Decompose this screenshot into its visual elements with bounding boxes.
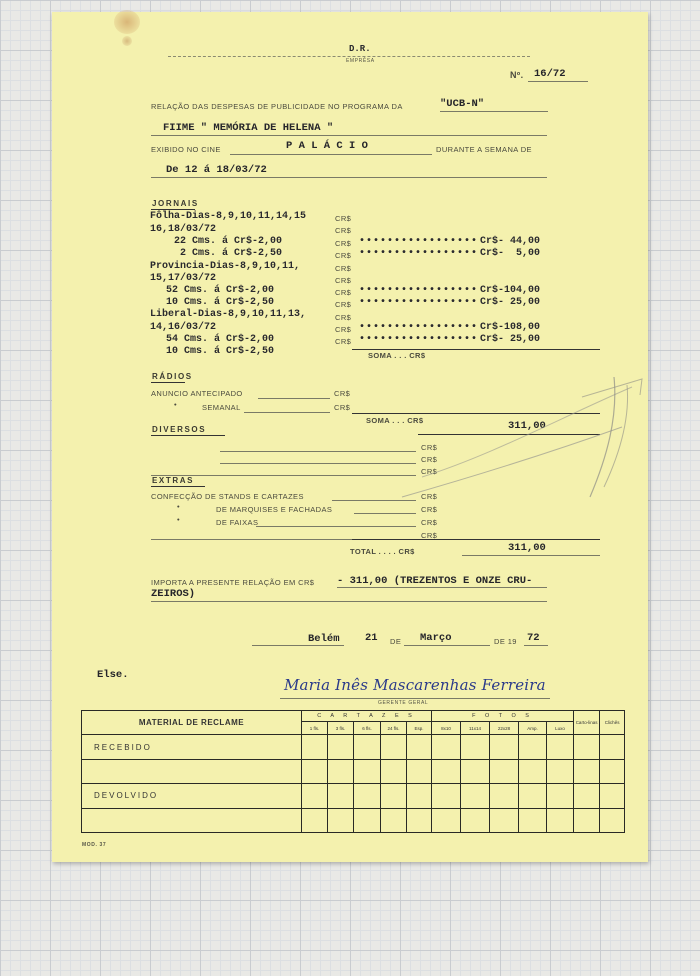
currency-label: CR$ (421, 467, 438, 476)
leader-dots: ••••••••••••••••• (359, 297, 479, 308)
number-rule (528, 81, 588, 82)
date-year: 72 (527, 632, 540, 644)
jornal-line: 16,18/03/72 (150, 224, 217, 235)
importa-value: - 311,00 (TREZENTOS E ONZE CRU- (337, 575, 533, 587)
typist-initials: Else. (97, 669, 129, 681)
paper-stain (114, 10, 140, 34)
table-row (82, 735, 625, 759)
row-label-devolvido: DEVOLVIDO (82, 784, 302, 808)
leader-dots: ••••••••••••••••• (359, 236, 479, 247)
model-code: MOD. 37 (82, 842, 107, 848)
fotos-col: 11x14 (461, 722, 490, 735)
currency-label: CR$ (421, 443, 438, 452)
jornais-total-rule (352, 349, 600, 350)
ditto-mark: • (177, 502, 181, 511)
cartazes-group: C A R T A Z E S (302, 711, 432, 722)
currency-label: CR$ (421, 455, 438, 464)
handwritten-signature: Maria Inês Mascarenhas Ferreira (284, 676, 546, 694)
fotos-col: 8x10 (432, 722, 461, 735)
diversos-heading: DIVERSOS (152, 425, 207, 434)
jornais-underline (151, 209, 195, 210)
currency-label: CR$ (335, 337, 352, 346)
document-number: 16/72 (534, 68, 566, 80)
cartazes-col: Esp. (407, 722, 432, 735)
semanal-label: SEMANAL (202, 403, 241, 412)
total-value: 311,00 (508, 542, 546, 554)
currency-label: CR$ (335, 239, 352, 248)
date-de19: DE 19 (494, 637, 517, 646)
relacao-label: RELAÇÃO DAS DESPESAS DE PUBLICIDADE NO PROGRAMA DA (151, 102, 403, 111)
leader-dots: ••••••••••••••••• (359, 248, 479, 259)
org-code: D.R. (349, 44, 371, 54)
radios-heading: RÁDIOS (152, 372, 193, 381)
jornal-line: 14,16/03/72 (150, 322, 217, 333)
extras-total-rule (352, 539, 600, 540)
fotos-col: Luxo (547, 722, 574, 735)
leader-dots: ••••••••••••••••• (359, 322, 479, 333)
date-city: Belém (308, 633, 340, 645)
anuncio-rule (258, 398, 330, 399)
cartolinas-header: Carto-linas (574, 711, 600, 735)
jornal-line: 52 Cms. á Cr$-2,00 (166, 285, 275, 296)
currency-label: CR$ (421, 505, 438, 514)
org-sub: EMPRÊSA (346, 58, 375, 64)
pencil-scribble (382, 357, 652, 517)
currency-label: CR$ (335, 214, 352, 223)
currency-label: CR$ (335, 300, 352, 309)
date-rule (404, 645, 490, 646)
extras-item: DE MARQUISES E FACHADAS (216, 505, 333, 514)
extras-item: DE FAIXAS (216, 518, 259, 527)
filme-value: FIIME " MEMÓRIA DE HELENA " (163, 122, 334, 134)
total-rule (462, 555, 600, 556)
currency-label: CR$ (334, 389, 351, 398)
extras-item: CONFECÇÃO DE STANDS E CARTAZES (151, 492, 304, 501)
durante-label: DURANTE A SEMANA DE (436, 145, 532, 154)
cartazes-col: 6 fls. (354, 722, 381, 735)
date-rule (524, 645, 548, 646)
cine-rule (230, 154, 432, 155)
currency-label: CR$ (335, 313, 352, 322)
diversos-underline (151, 435, 225, 436)
currency-label: CR$ (335, 264, 352, 273)
radios-soma-value: 311,00 (508, 420, 546, 432)
cartazes-col: 1 fls. (302, 722, 328, 735)
table-row (82, 759, 625, 783)
table-row (82, 784, 625, 808)
currency-label: CR$ (335, 288, 352, 297)
leader-dots: ••••••••••••••••• (359, 334, 479, 345)
jornal-amount: Cr$- 25,00 (480, 334, 541, 345)
currency-label: CR$ (334, 403, 351, 412)
jornais-heading: JORNAIS (152, 199, 199, 208)
filme-rule (151, 135, 547, 136)
importa-rule (337, 587, 547, 588)
semana-value: De 12 á 18/03/72 (166, 164, 267, 176)
jornal-amount: Cr$-104,00 (480, 285, 541, 296)
material-title: MATERIAL DE RECLAME (82, 711, 302, 735)
currency-label: CR$ (335, 251, 352, 260)
jornal-amount: Cr$-108,00 (480, 322, 541, 333)
fotos-group: F O T O S (432, 711, 574, 722)
anuncio-label: ANUNCIO ANTECIPADO (151, 389, 243, 398)
semanal-rule (244, 412, 330, 413)
jornal-line: Liberal-Dias-8,9,10,11,13, (150, 309, 307, 320)
number-label: Nº. (510, 70, 524, 80)
leader-dots: ••••••••••••••••• (359, 285, 479, 296)
date-de: DE (390, 637, 402, 646)
currency-label: CR$ (421, 531, 438, 540)
currency-label: CR$ (335, 226, 352, 235)
ditto-mark: • (174, 400, 178, 409)
row-label-recebido: RECEBIDO (82, 735, 302, 759)
jornal-line: 2 Cms. á Cr$-2,50 (180, 248, 283, 259)
table-row (82, 808, 625, 832)
currency-label: CR$ (335, 325, 352, 334)
radios-underline (151, 382, 185, 383)
cliches-header: Clichês (600, 711, 625, 735)
cine-value: P A L Á C I O (286, 140, 368, 152)
signature-rule (280, 698, 550, 699)
extras-underline (151, 486, 205, 487)
header-rule (168, 56, 530, 57)
currency-label: CR$ (421, 518, 438, 527)
programa-value: "UCB-N" (440, 98, 485, 110)
extras-heading: EXTRAS (152, 476, 195, 485)
document-sheet (52, 12, 648, 862)
signature-role: GERENTE GERAL (378, 700, 429, 706)
jornal-amount: Cr$- 44,00 (480, 236, 541, 247)
jornal-line: Fôlha-Dias-8,9,10,11,14,15 (150, 211, 307, 222)
date-rule (252, 645, 344, 646)
jornais-soma-label: SOMA . . . CR$ (368, 351, 426, 360)
cartazes-col: 24 fls. (381, 722, 407, 735)
jornal-amount: Cr$- 25,00 (480, 297, 541, 308)
paper-stain (122, 36, 132, 46)
exibido-label: EXIBIDO NO CINE (151, 145, 221, 154)
radios-soma-label: SOMA . . . CR$ (366, 416, 424, 425)
material-table (81, 710, 625, 833)
cartazes-col: 3 fls. (328, 722, 354, 735)
extras-rule (256, 526, 416, 527)
jornal-line: 10 Cms. á Cr$-2,50 (166, 297, 275, 308)
importa-rule (151, 601, 547, 602)
fotos-col: Amp. (519, 722, 547, 735)
jornal-line: 15,17/03/72 (150, 273, 217, 284)
date-day: 21 (365, 632, 378, 644)
jornal-amount: Cr$- 5,00 (480, 248, 541, 259)
jornal-line: 22 Cms. á Cr$-2,00 (174, 236, 283, 247)
currency-label: CR$ (335, 276, 352, 285)
jornal-line: 10 Cms. á Cr$-2,50 (166, 346, 275, 357)
programa-rule (440, 111, 548, 112)
jornal-line: Provincia-Dias-8,9,10,11, (150, 261, 301, 272)
currency-label: CR$ (421, 492, 438, 501)
ditto-mark: • (177, 515, 181, 524)
jornal-line: 54 Cms. á Cr$-2,00 (166, 334, 275, 345)
date-month: Março (420, 632, 452, 644)
fotos-col: 22x28 (490, 722, 519, 735)
total-label: TOTAL . . . . CR$ (350, 547, 415, 556)
semana-rule (151, 177, 547, 178)
importa-value-cont: ZEIROS) (151, 588, 196, 600)
importa-label: IMPORTA A PRESENTE RELAÇÃO EM CR$ (151, 578, 315, 587)
